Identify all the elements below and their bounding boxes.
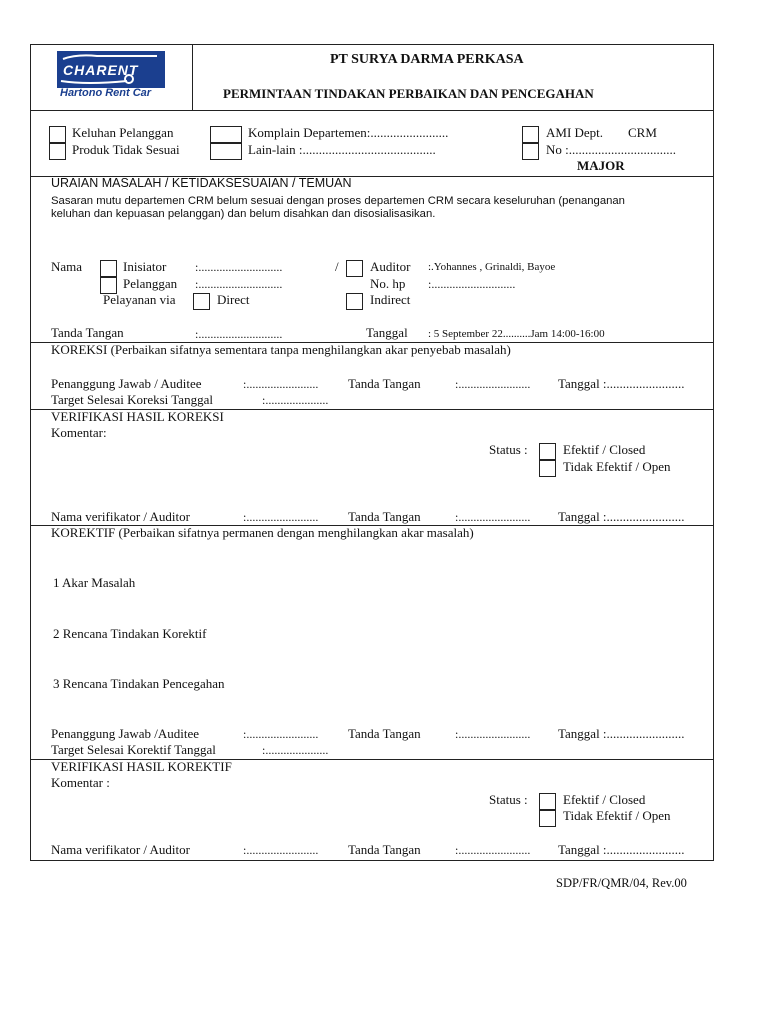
koreksi-ttd-field[interactable]: :........................ xyxy=(455,377,531,391)
header-divider-vertical xyxy=(192,44,193,110)
korektif-tanggal[interactable]: Tanggal :........................ xyxy=(558,726,685,741)
uraian-text-2: keluhan dan kepuasan pelanggan) dan belum disahkan dan disosialisasikan. xyxy=(51,208,436,220)
header-divider-bottom xyxy=(30,110,714,111)
korektif-item-akar: 1 Akar Masalah xyxy=(53,575,136,590)
indirect-checkbox[interactable] xyxy=(346,293,363,310)
koreksi-target-label: Target Selesai Koreksi Tanggal xyxy=(51,392,213,407)
auditor-value[interactable]: :.Yohannes , Grinaldi, Bayoe xyxy=(428,261,556,273)
tanggal-label: Tanggal xyxy=(366,325,408,340)
no-checkbox[interactable] xyxy=(522,143,539,160)
korektif-target-field[interactable]: :..................... xyxy=(262,743,329,757)
lain-label: Lain-lain :......................................... xyxy=(248,142,436,157)
inisiator-label: Inisiator xyxy=(123,259,167,274)
logo-caption: Hartono Rent Car xyxy=(60,87,152,99)
verif-koreksi-tidak-checkbox[interactable] xyxy=(539,460,556,477)
verif-koreksi-efektif-checkbox[interactable] xyxy=(539,443,556,460)
ami-value: CRM xyxy=(628,125,657,140)
korektif-heading: KOREKTIF (Perbaikan sifatnya permanen dengan menghilangkan akar masalah) xyxy=(51,525,474,540)
verif-korektif-tanggal[interactable]: Tanggal :........................ xyxy=(558,842,685,857)
keluhan-checkbox[interactable] xyxy=(49,126,66,143)
indirect-label: Indirect xyxy=(370,292,411,307)
major-label: MAJOR xyxy=(577,158,625,173)
form-title: PERMINTAAN TINDAKAN PERBAIKAN DAN PENCEGAHAN xyxy=(223,86,594,101)
koreksi-target-field[interactable]: :..................... xyxy=(262,393,329,407)
verif-korektif-komentar: Komentar : xyxy=(51,775,110,790)
verif-korektif-heading: VERIFIKASI HASIL KOREKTIF xyxy=(51,759,232,774)
koreksi-pj-label: Penanggung Jawab / Auditee xyxy=(51,376,202,391)
nohp-label: No. hp xyxy=(370,276,406,291)
uraian-text-1: Sasaran mutu departemen CRM belum sesuai dengan proses departemen CRM secara keseluruhan (penanganan xyxy=(51,195,625,207)
pelayanan-label: Pelayanan via xyxy=(103,292,176,307)
direct-checkbox[interactable] xyxy=(193,293,210,310)
inisiator-checkbox[interactable] xyxy=(100,260,117,277)
verif-koreksi-tidak-label: Tidak Efektif / Open xyxy=(563,459,671,474)
tanda-tangan-field[interactable]: :............................ xyxy=(195,327,283,341)
komplain-label: Komplain Departemen:........................ xyxy=(248,125,449,140)
verif-korektif-efektif-checkbox[interactable] xyxy=(539,793,556,810)
ami-checkbox[interactable] xyxy=(522,126,539,143)
verif-korektif-tidak-label: Tidak Efektif / Open xyxy=(563,808,671,823)
form-code: SDP/FR/QMR/04, Rev.00 xyxy=(556,876,687,890)
auditor-checkbox[interactable] xyxy=(346,260,363,277)
auditor-label: Auditor xyxy=(370,259,411,274)
korektif-item-rencana: 2 Rencana Tindakan Korektif xyxy=(53,626,207,641)
keluhan-label: Keluhan Pelanggan xyxy=(72,125,174,140)
verif-korektif-ttd-label: Tanda Tangan xyxy=(348,842,421,857)
direct-label: Direct xyxy=(217,292,250,307)
company-name: PT SURYA DARMA PERKASA xyxy=(330,52,524,67)
verif-korektif-ttd-field[interactable]: :........................ xyxy=(455,843,531,857)
korektif-pj-label: Penanggung Jawab /Auditee xyxy=(51,726,200,741)
tanggal-value[interactable]: : 5 September 22..........Jam 14:00-16:00 xyxy=(428,328,605,340)
korektif-ttd-label: Tanda Tangan xyxy=(348,726,421,741)
korektif-item-pencegahan: 3 Rencana Tindakan Pencegahan xyxy=(53,676,225,691)
logo-text: CHARENT xyxy=(63,62,139,78)
verif-koreksi-efektif-label: Efektif / Closed xyxy=(563,442,646,457)
pelanggan-field[interactable]: :............................ xyxy=(195,277,283,291)
no-label: No :................................. xyxy=(546,142,676,157)
koreksi-tanggal[interactable]: Tanggal :........................ xyxy=(558,376,685,391)
korektif-pj-field[interactable]: :........................ xyxy=(243,727,319,741)
pelanggan-label: Pelanggan xyxy=(123,276,178,291)
ami-label: AMI Dept. xyxy=(546,125,604,140)
nohp-field[interactable]: :............................ xyxy=(428,277,516,291)
verif-korektif-efektif-label: Efektif / Closed xyxy=(563,792,646,807)
verif-korektif-status: Status : xyxy=(489,792,528,807)
verif-koreksi-ttd-field[interactable]: :........................ xyxy=(455,510,531,524)
komplain-checkbox[interactable] xyxy=(210,126,242,143)
company-logo xyxy=(57,51,165,101)
verif-korektif-tidak-checkbox[interactable] xyxy=(539,810,556,827)
korektif-ttd-field[interactable]: :........................ xyxy=(455,727,531,741)
verif-koreksi-komentar: Komentar: xyxy=(51,425,107,440)
produk-label: Produk Tidak Sesuai xyxy=(72,142,180,157)
verif-koreksi-status: Status : xyxy=(489,442,528,457)
verif-korektif-nama-field[interactable]: :........................ xyxy=(243,843,319,857)
verif-koreksi-nama-field[interactable]: :........................ xyxy=(243,510,319,524)
verif-korektif-nama-label: Nama verifikator / Auditor xyxy=(51,842,190,857)
koreksi-pj-field[interactable]: :........................ xyxy=(243,377,319,391)
uraian-heading: URAIAN MASALAH / KETIDAKSESUAIAN / TEMUAN xyxy=(51,176,352,190)
koreksi-heading: KOREKSI (Perbaikan sifatnya sementara tanpa menghilangkan akar penyebab masalah) xyxy=(51,342,511,357)
verif-koreksi-tanggal[interactable]: Tanggal :........................ xyxy=(558,509,685,524)
slash: / xyxy=(335,259,339,274)
verif-koreksi-heading: VERIFIKASI HASIL KOREKSI xyxy=(51,409,224,424)
inisiator-field[interactable]: :............................ xyxy=(195,260,283,274)
nama-label: Nama xyxy=(51,259,83,274)
korektif-target-label: Target Selesai Korektif Tanggal xyxy=(51,742,216,757)
verif-koreksi-ttd-label: Tanda Tangan xyxy=(348,509,421,524)
produk-checkbox[interactable] xyxy=(49,143,66,160)
koreksi-ttd-label: Tanda Tangan xyxy=(348,376,421,391)
tanda-tangan-label: Tanda Tangan xyxy=(51,325,124,340)
verif-koreksi-nama-label: Nama verifikator / Auditor xyxy=(51,509,190,524)
lain-checkbox[interactable] xyxy=(210,143,242,160)
